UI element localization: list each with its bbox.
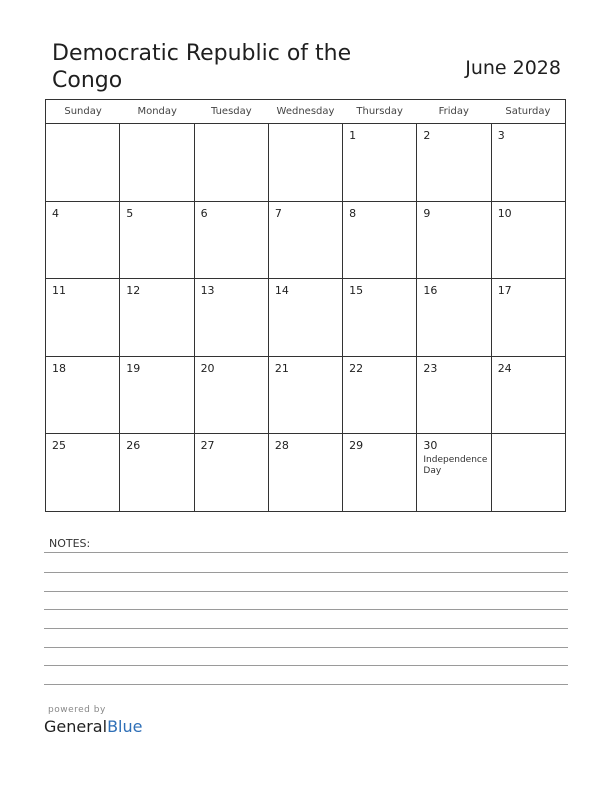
day-cell: [417, 434, 491, 512]
day-cell: [343, 124, 417, 201]
week-row-4: [46, 357, 565, 435]
brand-general: General: [44, 717, 108, 736]
week-row-1: [46, 124, 565, 202]
weekday-sunday: Sunday: [64, 106, 102, 117]
day-cell: [195, 434, 269, 512]
day-cell: [492, 202, 565, 279]
day-number: 28: [274, 439, 289, 453]
day-number: 7: [274, 206, 282, 220]
day-number: 21: [274, 361, 289, 375]
weekday-friday: Friday: [438, 106, 469, 117]
day-number: 8: [349, 206, 357, 220]
day-cell: [269, 124, 343, 201]
day-number: 13: [200, 284, 215, 298]
week-row-3: [46, 279, 565, 357]
day-cell: [269, 434, 343, 512]
powered-by-text: powered by: [48, 705, 106, 715]
day-cell: [492, 279, 565, 356]
day-cell: [343, 434, 417, 512]
day-cell: [269, 357, 343, 434]
day-number: 9: [423, 206, 431, 220]
notes-line: [44, 591, 568, 592]
notes-line: [44, 628, 568, 629]
day-number: 20: [200, 361, 215, 375]
day-cell: [492, 124, 565, 201]
day-cell: [492, 434, 565, 512]
day-number: 19: [126, 361, 141, 375]
day-number: 25: [52, 439, 66, 453]
day-cell: [195, 124, 269, 201]
day-number: 26: [126, 439, 141, 453]
day-cell: [417, 124, 491, 201]
notes-line: [44, 684, 568, 685]
weekday-header-row: [46, 100, 565, 124]
day-cell: [195, 202, 269, 279]
weekday-thursday: Thursday: [356, 106, 403, 117]
day-cell: [343, 202, 417, 279]
day-number: 10: [497, 206, 512, 220]
day-number: 24: [497, 361, 512, 375]
notes-line: [44, 609, 568, 610]
day-cell: [46, 279, 120, 356]
calendar-title: Democratic Republic of the Congo: [52, 41, 352, 93]
day-number: 23: [423, 361, 438, 375]
notes-line: [44, 552, 568, 553]
day-number: 18: [52, 361, 66, 375]
day-cell: [343, 357, 417, 434]
day-cell: [269, 202, 343, 279]
day-cell: [492, 357, 565, 434]
day-cell: [120, 202, 194, 279]
notes-label: NOTES:: [49, 537, 91, 550]
day-cell: [417, 279, 491, 356]
day-cell: [195, 357, 269, 434]
day-cell: [120, 357, 194, 434]
day-cell: [46, 124, 120, 201]
weekday-monday: Monday: [137, 106, 177, 117]
day-cell: [120, 124, 194, 201]
day-cell: [120, 434, 194, 512]
day-number: 16: [423, 284, 438, 298]
weekday-wednesday: Wednesday: [276, 106, 335, 117]
day-number: 14: [274, 284, 289, 298]
week-row-5: [46, 434, 565, 512]
day-number: 22: [349, 361, 364, 375]
day-number: 4: [52, 206, 59, 220]
brand-logo: [44, 717, 142, 736]
day-number: 6: [200, 206, 208, 220]
day-cell: [46, 434, 120, 512]
day-number: 3: [497, 129, 505, 142]
day-cell: [46, 202, 120, 279]
day-number: 17: [497, 284, 512, 298]
day-cell: [195, 279, 269, 356]
day-number: 29: [349, 439, 364, 453]
weekday-saturday: Saturday: [505, 106, 551, 117]
day-number: 2: [423, 129, 431, 142]
day-cell: [46, 357, 120, 434]
week-row-2: [46, 202, 565, 280]
day-number: 30: [423, 439, 438, 453]
day-cell: [343, 279, 417, 356]
day-number: 5: [126, 206, 134, 220]
weekday-tuesday: Tuesday: [211, 106, 252, 117]
day-cell: [120, 279, 194, 356]
day-number: 1: [349, 129, 357, 142]
notes-line: [44, 647, 568, 648]
day-number: 27: [200, 439, 215, 453]
day-number: 11: [52, 284, 66, 298]
notes-line: [44, 665, 568, 666]
notes-line: [44, 572, 568, 573]
day-cell: [269, 279, 343, 356]
calendar-grid: [45, 99, 566, 512]
day-cell: [417, 357, 491, 434]
day-cell: [417, 202, 491, 279]
brand-blue: Blue: [107, 717, 143, 736]
day-number: 15: [349, 284, 364, 298]
holiday-label: Independence Day: [423, 455, 488, 477]
month-year: June 2028: [465, 57, 561, 79]
day-number: 12: [126, 284, 141, 298]
